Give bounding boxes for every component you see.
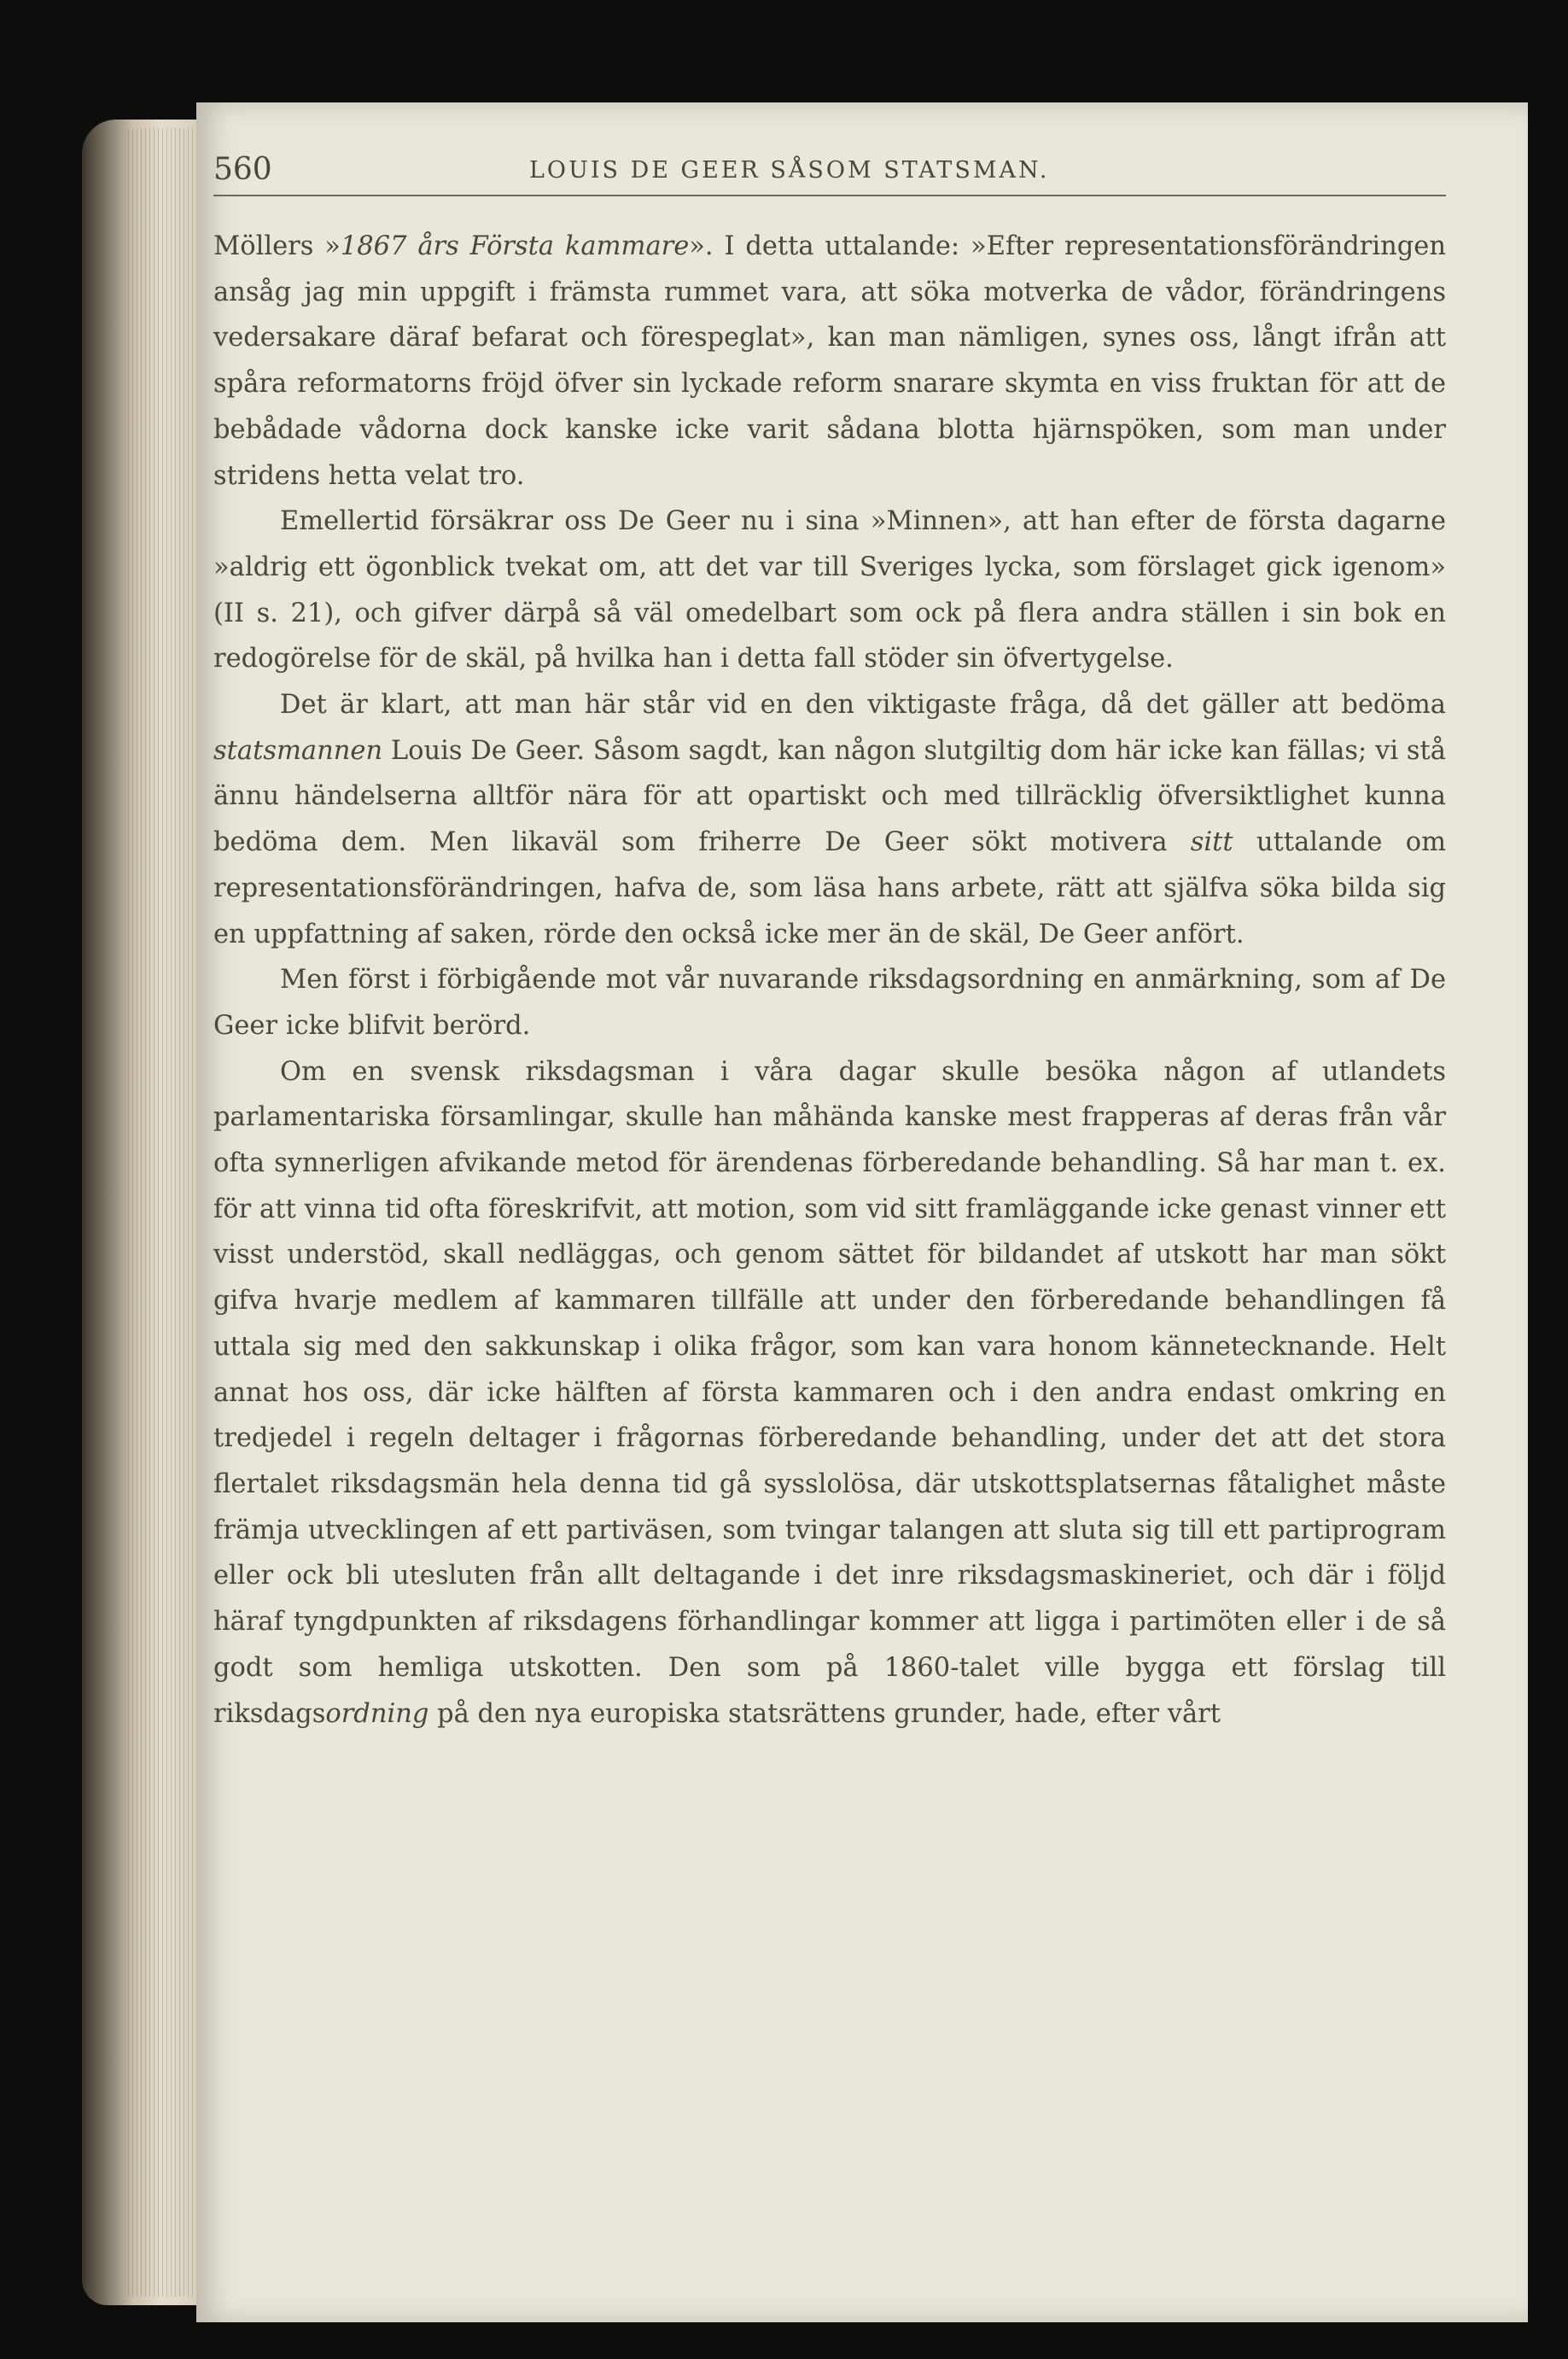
text-segment: Om en svensk riksdagsman i våra dagar skulle besöka någon af utlandets parlamentariska församlingar, skulle han måhända kanske mest frapperas af deras från vår ofta synnerligen afvikande metod för ärendenas förberedande behandling. Så har man t. ex. för att vinna tid ofta föreskrifvit, att motion, som vid sitt framläggande icke genast vinner ett visst understöd, skall nedläggas, och genom sättet för bildandet af utskott har man sökt gifva hvarje medlem af kammaren tillfälle att under den förberedande behandlingen få uttala sig med den sakkunskap i olika frågor, som kan vara honom kännetecknande. Helt annat hos oss, där icke hälften af första kammaren och i den andra endast omkring en tredjedel i regeln deltager i frågornas förberedande behandling, under det att det stora flertalet riksdagsmän hela denna tid gå sysslolösa, där utskottsplatsernas fåtalighet måste främja utvecklingen af ett partiväsen, som tvingar talangen att sluta sig till ett partiprogram eller ock bli utesluten från allt deltagande i det inre riksdagsmaskineriet, och där i följd häraf tyngdpunkten af riksdagens förhandlingar kommer att ligga i partimöten eller i de så godt som hemliga utskotten. Den som på 1860-talet ville bygga ett förslag till riksdags	[213, 1056, 1446, 1729]
text-segment: ». I detta uttalande: »Efter representationsförändringen ansåg jag min uppgift i främsta rummet vara, att söka motverka de vådor, förändringens vedersakare däraf befarat och förespeglat», kan man nämligen, synes oss, långt ifrån att spåra reformatorns fröjd öfver sin lyckade reform snarare skymta en viss fruktan för att de bebådade vådorna dock kanske icke varit sådana blotta hjärnspöken, som man under stridens hetta velat tro.	[213, 231, 1446, 491]
text-segment: uttalande om representationsförändringen, hafva de, som läsa hans arbete, rätt att själfva söka bilda sig en uppfattning af saken, rörde den också icke mer än de skäl, De Geer anfört.	[213, 827, 1446, 949]
text-segment: Emellertid försäkrar oss De Geer nu i sina »Minnen», att han efter de första dagarne »aldrig ett ögonblick tvekat om, att det var till Sveriges lycka, som förslaget gick igenom» (II s. 21), och gifver därpå så väl omedelbart som ock på flera andra ställen i sin bok en redogörelse för de skäl, på hvilka han i detta fall stöder sin öfvertygelse.	[213, 506, 1446, 674]
paragraph-p3	[213, 682, 1446, 957]
paragraph-p4	[213, 957, 1446, 1048]
page-number: 560	[213, 152, 272, 187]
paragraph-p2	[213, 499, 1446, 682]
paragraph-p1	[213, 224, 1446, 499]
running-title: LOUIS DE GEER SÅSOM STATSMAN.	[529, 157, 1050, 184]
text-segment: på den nya europiska statsrättens grunder, hade, efter vårt	[428, 1698, 1221, 1729]
page-edge-lines	[128, 128, 201, 2297]
italic-text: sitt	[1190, 827, 1233, 858]
text-segment: Det är klart, att man här står vid en den viktigaste fråga, då det gäller att bedöma	[280, 690, 1446, 721]
body-text	[213, 224, 1446, 1737]
running-header	[213, 152, 1446, 196]
text-segment: Louis De Geer. Såsom sagdt, kan någon slutgiltig dom här icke kan fällas; vi stå ännu händelserna alltför nära för att opartiskt och med tillräcklig öfversiktlighet kunna bedöma dem. Men likaväl som friherre De Geer sökt motivera	[213, 735, 1446, 858]
italic-text: ordning	[325, 1698, 429, 1729]
italic-text: statsmannen	[213, 735, 383, 766]
text-segment: Men först i förbigående mot vår nuvarande riksdagsordning en anmärkning, som af De Geer icke blifvit berörd.	[213, 965, 1446, 1041]
italic-text: 1867 års Första kammare	[340, 231, 690, 261]
paragraph-p5	[213, 1049, 1446, 1737]
text-segment: Möllers »	[213, 231, 341, 261]
